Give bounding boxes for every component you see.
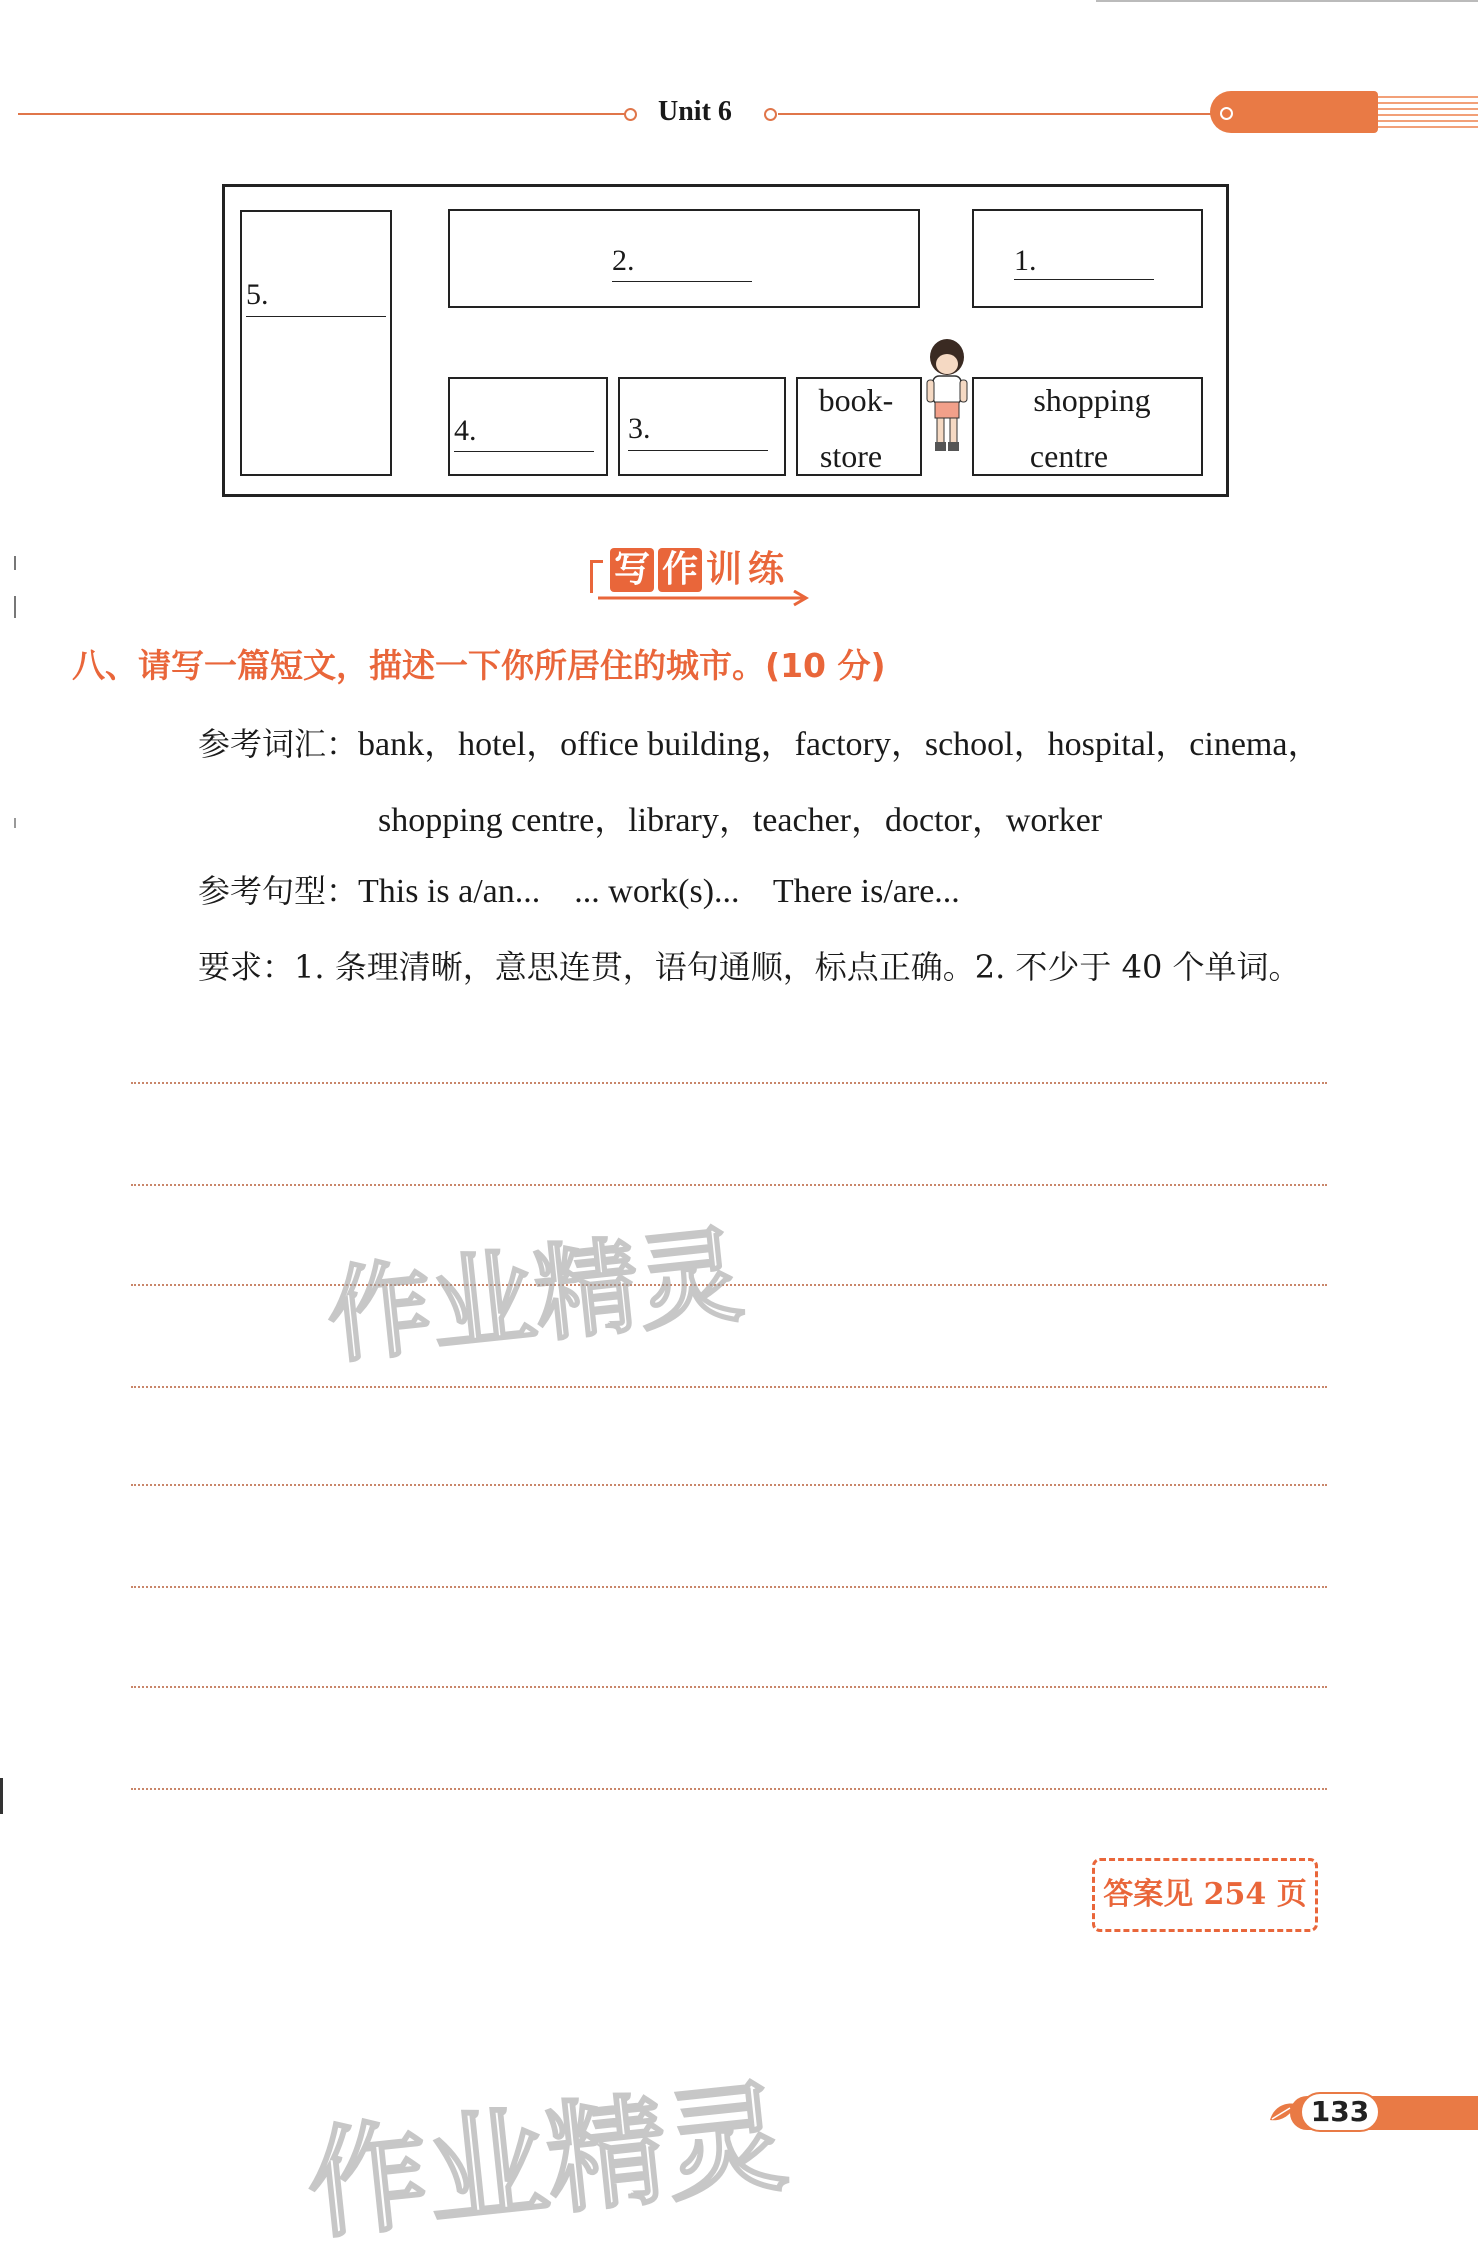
- map-box-1: [972, 209, 1203, 308]
- map-box-2: [448, 209, 920, 308]
- writing-line-7[interactable]: [131, 1686, 1327, 1688]
- blank-3-number: 3.: [628, 412, 651, 445]
- answer-reference-box: [1092, 1858, 1318, 1932]
- section-banner: [590, 548, 810, 608]
- header-tab: [1210, 91, 1378, 133]
- task-title: 八、请写一篇短文，描述一下你所居住的城市。(10 分): [72, 646, 886, 685]
- page-number: 133: [1300, 2092, 1380, 2132]
- header-tab-circle: [1220, 107, 1233, 120]
- vocab-line-2: shopping centre，library，teacher，doctor，worker: [378, 802, 1103, 839]
- banner-char-3: 训: [705, 549, 742, 590]
- banner-char-4: 练: [747, 549, 784, 590]
- bookstore-label-line1: book-: [818, 382, 894, 418]
- writing-line-8[interactable]: [131, 1788, 1327, 1790]
- writing-line-1[interactable]: [131, 1082, 1327, 1084]
- top-edge-line: [1096, 0, 1478, 2]
- header-circle-left: [624, 108, 637, 121]
- blank-4-line[interactable]: [454, 451, 594, 452]
- header-rule-left: [18, 113, 628, 115]
- leaf-icon: [1268, 2100, 1298, 2124]
- blank-3-line[interactable]: [628, 450, 768, 451]
- watermark-bottom: 作业精灵: [301, 2068, 794, 2257]
- margin-mark: [0, 1778, 3, 1814]
- pattern-text: This is a/an... ... work(s)... There is/are...: [358, 873, 960, 910]
- banner-char-2: 作: [658, 548, 702, 592]
- blank-1-line[interactable]: [1014, 279, 1154, 280]
- margin-mark: [14, 596, 16, 618]
- blank-2-number: 2.: [612, 244, 635, 277]
- requirement-line: 要求：1. 条理清晰，意思连贯，语句通顺，标点正确。2. 不少于 40 个单词。: [198, 948, 1301, 986]
- vocab-line-1: [198, 716, 1321, 765]
- header-rule-right: [778, 113, 1218, 115]
- banner-char-1: 写: [610, 548, 654, 592]
- banner-deco-icon: [590, 560, 603, 593]
- header-circle-right: [764, 108, 777, 121]
- writing-line-2[interactable]: [131, 1184, 1327, 1186]
- shopping-label-line1: shopping: [1033, 382, 1151, 418]
- blank-5-number: 5.: [246, 278, 269, 311]
- blank-5-line[interactable]: [246, 316, 386, 317]
- margin-mark: [14, 556, 16, 570]
- margin-mark: [14, 818, 16, 828]
- map-box-5: [240, 210, 392, 476]
- writing-line-4[interactable]: [131, 1386, 1327, 1388]
- pattern-line: [198, 866, 960, 912]
- pattern-label: 参考句型：: [198, 872, 359, 910]
- vocab-words-1: bank，hotel，office building，factory，school，hospital，cinema，: [358, 726, 1322, 763]
- writing-line-5[interactable]: [131, 1484, 1327, 1486]
- unit-title: Unit 6: [658, 96, 732, 127]
- blank-1-number: 1.: [1014, 244, 1037, 277]
- answer-reference-text: 答案见 254 页: [1103, 1877, 1307, 1912]
- blank-2-line[interactable]: [612, 281, 752, 282]
- vocab-label: 参考词汇：: [198, 725, 359, 763]
- shopping-label-line2: centre: [1029, 438, 1109, 474]
- writing-line-6[interactable]: [131, 1586, 1327, 1588]
- child-figure-icon: [926, 338, 968, 458]
- bookstore-label-line2: store: [819, 438, 883, 474]
- watermark-middle: 作业精灵: [321, 1213, 749, 1379]
- header-stripes: [1378, 96, 1478, 128]
- banner-arrow-icon: [598, 590, 818, 608]
- blank-4-number: 4.: [454, 414, 477, 447]
